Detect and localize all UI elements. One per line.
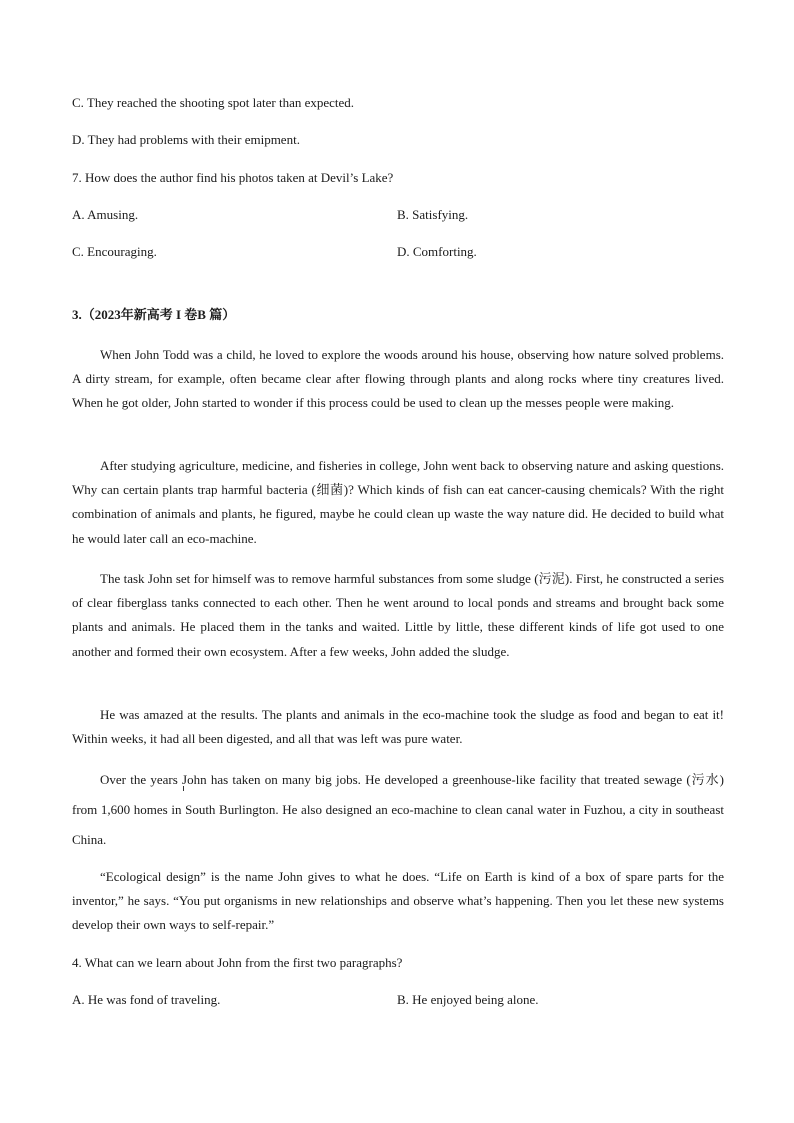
q7-option-b: B. Satisfying.: [397, 207, 469, 222]
q6-option-c: C. They reached the shooting spot later than expected.: [72, 95, 355, 110]
q4-question: 4. What can we learn about John from the first two paragraphs?: [72, 955, 403, 970]
q4-option-a: A. He was fond of traveling.: [72, 992, 221, 1007]
q6-option-d: D. They had problems with their emipment.: [72, 132, 300, 147]
passage-paragraph-4: He was amazed at the results. The plants and animals in the eco-machine took the sludge as food and began to eat it! Within weeks, it had all been digested, and all that was left was pure water.: [72, 707, 724, 747]
q7-option-a: A. Amusing.: [72, 207, 139, 222]
passage-paragraph-1: When John Todd was a child, he loved to explore the woods around his house, observing how nature solved problems. A dirty stream, for example, often became clear after flowing through plants and along rocks where tiny creatures lived. When he got older, John started to wonder if this process could be used to clean up the messes people were making.: [72, 347, 724, 411]
passage-paragraph-2: After studying agriculture, medicine, and fisheries in college, John went back to observing nature and asking questions. Why can certain plants trap harmful bacteria (细菌)? Which kinds of fish can eat cancer-causing chemicals? With the right combination of animals and plants, he figured, maybe he could clean up waste the way nature did. He decided to build what he would later call an eco-machine.: [72, 458, 724, 546]
passage-paragraph-6: “Ecological design” is the name John gives to what he does. “Life on Earth is kind of a box of spare parts for the inventor,” he says. “You put organisms in new relationships and observe what’s happening. Then you let these new systems develop their own ways to self-repair.”: [72, 869, 724, 933]
q4-option-b: B. He enjoyed being alone.: [397, 992, 539, 1007]
q7-option-c: C. Encouraging.: [72, 244, 157, 259]
q7-option-d: D. Comforting.: [397, 244, 477, 259]
passage-paragraph-3: The task John set for himself was to remove harmful substances from some sludge (污泥). First, he constructed a series of clear fiberglass tanks connected to each other. Then he went around to local ponds and streams and brought back some plants and animals. He placed them in the tanks and waited. Little by little, these different kinds of life got used to one another and formed their own ecosystem. After a few weeks, John added the sludge.: [72, 571, 724, 659]
section-heading: 3.（2023年新高考 I 卷B 篇）: [72, 307, 236, 322]
q7-question: 7. How does the author find his photos taken at Devil’s Lake?: [72, 170, 394, 185]
passage-paragraph-5: Over the years John has taken on many big jobs. He developed a greenhouse-like facility that treated sewage (污水) from 1,600 homes in South Burlington. He also designed an eco-machine to clean canal water in Fuzhou, a city in southeast China.: [72, 772, 724, 847]
